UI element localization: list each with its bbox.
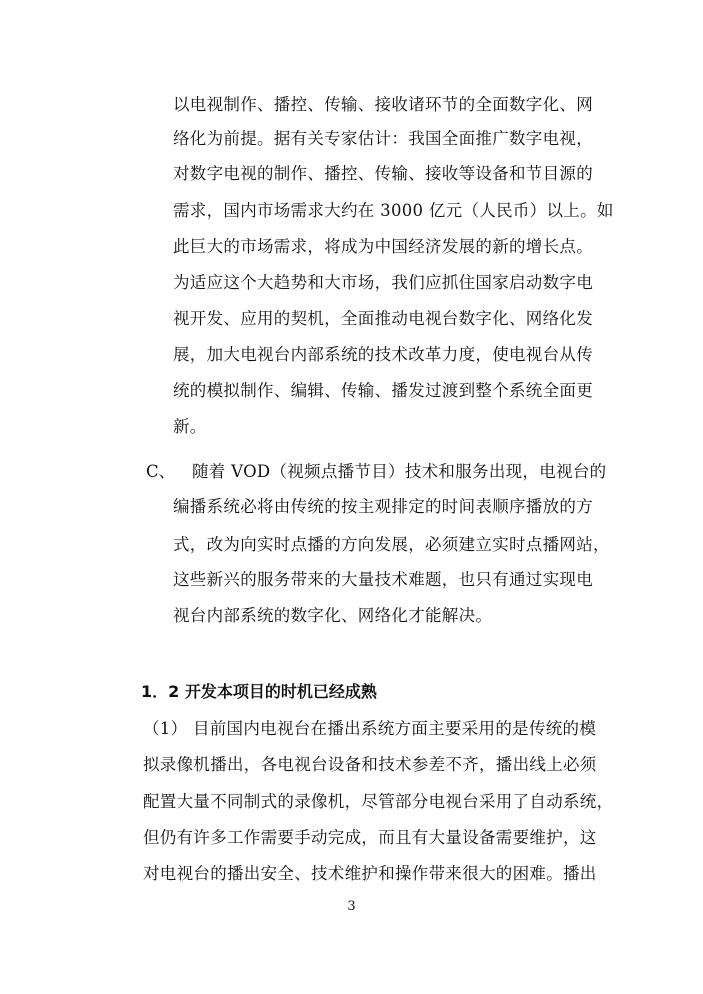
- text-line: 新。: [173, 417, 207, 436]
- text-line: 展，加大电视台内部系统的技术改革力度，使电视台从传: [173, 345, 593, 364]
- text-line: 配置大量不同制式的录像机，尽管部分电视台采用了自动系统，: [143, 792, 614, 811]
- text-line: 对电视台的播出安全、技术维护和操作带来很大的困难。播出: [143, 864, 597, 883]
- text-line: 需求，国内市场需求大约在 3000 亿元（人民币）以上。如: [173, 201, 614, 220]
- text-line: 统的模拟制作、编辑、传输、播发过渡到整个系统全面更: [173, 381, 593, 400]
- text-line: 以电视制作、播控、传输、接收诸环节的全面数字化、网: [173, 95, 593, 114]
- text-line: 对数字电视的制作、播控、传输、接收等设备和节目源的: [173, 164, 593, 183]
- text-line: 但仍有许多工作需要手动完成，而且有大量设备需要维护，这: [143, 828, 597, 847]
- text-line: 式，改为向实时点播的方向发展，必须建立实时点播网站，: [173, 535, 610, 554]
- text-line: 随着 VOD（视频点播节目）技术和服务出现，电视台的: [192, 462, 607, 481]
- text-line: 视开发、应用的契机，全面推动电视台数字化、网络化发: [173, 309, 593, 328]
- text-line: 络化为前提。据有关专家估计：我国全面推广数字电视，: [173, 129, 593, 148]
- text-line: 为适应这个大趋势和大市场，我们应抓住国家启动数字电: [173, 273, 593, 292]
- list-marker: C、: [146, 462, 176, 481]
- page-number: 3: [347, 899, 356, 914]
- text-line: 此巨大的市场需求，将成为中国经济发展的新的增长点。: [173, 237, 593, 256]
- text-line: 这些新兴的服务带来的大量技术难题，也只有通过实现电: [173, 570, 593, 589]
- text-line: 编播系统必将由传统的按主观排定的时间表顺序播放的方: [173, 497, 593, 516]
- text-line: （1） 目前国内电视台在播出系统方面主要采用的是传统的模: [143, 719, 597, 738]
- text-line: 拟录像机播出，各电视台设备和技术参差不齐，播出线上必须: [143, 755, 597, 774]
- text-line: 视台内部系统的数字化、网络化才能解决。: [173, 606, 493, 625]
- section-heading: 1．2 开发本项目的时机已经成熟: [141, 682, 377, 701]
